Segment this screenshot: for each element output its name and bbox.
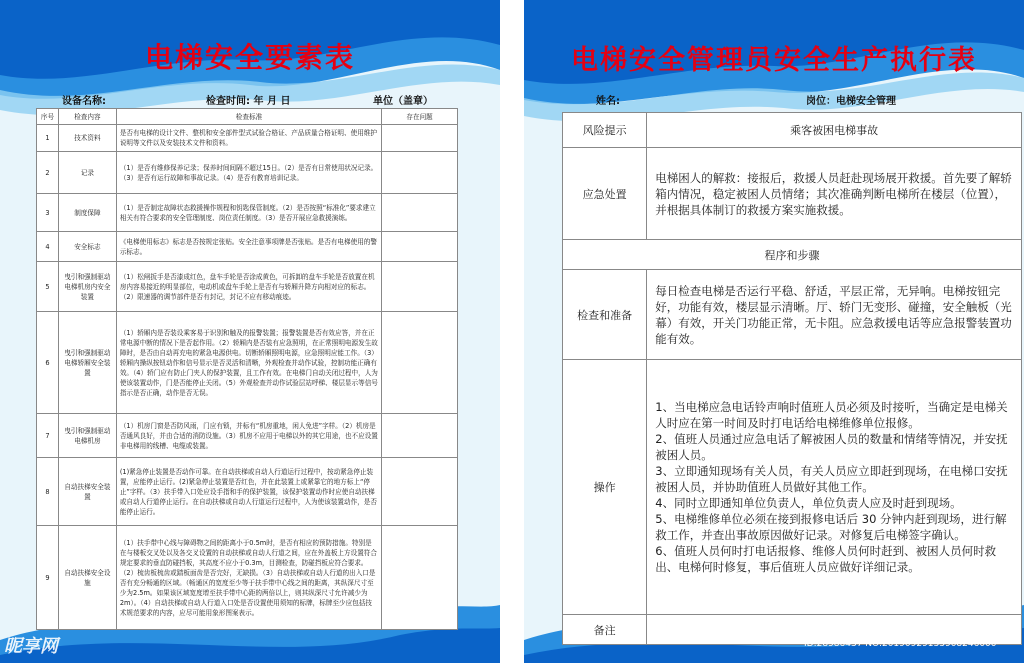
poster-divider xyxy=(500,0,524,663)
row-issues xyxy=(382,414,458,458)
row-issues xyxy=(382,152,458,194)
row-standard: （1）是否制定故障状态救援操作规程和钥匙保管制度。（2）是否按照“标准化”要求建立相关有符合要求的安全管理制度、岗位责任制度。（3）是否开展应急救援演练。 xyxy=(116,194,381,232)
procedure-heading: 程序和步骤 xyxy=(563,240,1022,270)
row-no: 5 xyxy=(37,262,59,312)
risk-value: 乘客被困电梯事故 xyxy=(647,113,1022,148)
table-row xyxy=(37,194,458,232)
check-text: 每日检查电梯是否运行平稳、舒适，平层正常，无异响。电梯按钮完好，功能有效，楼层显示清晰。厅、轿门无变形、碰撞，安全触板（光幕）有效，开关门功能正常，无卡阻。应急救援电话等应急报警装置功能有效。 xyxy=(647,270,1022,360)
row-item: 记录 xyxy=(58,152,116,194)
row-no: 3 xyxy=(37,194,59,232)
operation-text: 1、当电梯应急电话铃声响时值班人员必须及时接听，当确定是电梯关人时应在第一时间及时打电话给电梯维修单位报修。 2、值班人员通过应急电话了解被困人员的数量和情绪等情况，并安抚被困人员。 3、立即通知现场有关人员，有关人员应立即赶到现场，在电梯口安抚被困人员，并协助值班人员做好其他工作。 4、同时立即通知单位负责人，单位负责人应及时赶到现场。 5、电梯维修单位必须在接到报修电话后 30 分钟内赶到现场，进行解救工作，并查出事故原因做好记录。对修复后电梯签字确认。 6、值班人员何时打电话报修、维修人员何时赶到、被困人员何时救出、电梯何时修复，事后值班人员应做好详细记录。 xyxy=(647,360,1022,615)
row-issues xyxy=(382,526,458,630)
execution-table xyxy=(562,112,1022,645)
row-standard: （1）轿厢内是否装设乘客易于识别和触及的报警装置；报警装置是否有效应答，并在正常电源中断的情况下是否起作用。（2）轿厢内是否装有应急照明，在正常照明电源发生故障时，是否由自动再充电的紧急电源供电。切断轿厢照明电源，应急照明应能工作。（3）轿厢内操纵按钮动作和信号显示是否灵活和清晰，外观检查并动作试验，控制功能正确有效。（4）轿门应有防止门夹人的保护装置，且工作有效。在电梯门自动关闭过程中，人为使该装置动作，门是否能停止关闭。（5）外观检查并动作试验层站呼梯、楼层显示等信号指示是否正确，动作是否无误。 xyxy=(116,312,381,414)
row-issues xyxy=(382,312,458,414)
row-standard: (1)紧急停止装置是否动作可靠。在自动扶梯或自动人行道运行过程中，按动紧急停止装置，应能停止运行。(2)紧急停止装置是否红色，并在此装置上或紧靠它的地方标上“停止”字样。（3）扶手带入口处应设手指和手的保护装置，该保护装置动作时应使自动扶梯或自动人行道停止运行。在自动扶梯或自动人行道运行过程中，人为使该装置动作，是否能停止运行。 xyxy=(116,458,381,526)
row-standard: 是否有电梯的设计文件、整机和安全部件型式试验合格证、产品质量合格证明、使用维护说明等文件以及安装技术文件和资料。 xyxy=(116,125,381,152)
row-standard: （1）是否有维修保养记录；保养时间间隔不超过15日。（2）是否有日常使用状况记录。（3）是否有运行故障和事故记录。（4）是否有教育培训记录。 xyxy=(116,152,381,194)
table-row xyxy=(37,526,458,630)
table-header-row xyxy=(37,109,458,125)
watermark-id: ID:28986437 NO:20190929133908246000 xyxy=(804,639,997,649)
emergency-label: 应急处置 xyxy=(563,148,647,240)
table-row xyxy=(37,262,458,312)
table-row xyxy=(563,148,1022,240)
remark-label: 备注 xyxy=(563,615,647,645)
row-standard: （1）松闸扳手是否漆成红色，盘车手轮是否涂成黄色，可拆卸的盘车手轮是否放置在机房内容易接近的明显部位，电动机或盘车手轮上是否有与轿厢升降方向相对应的标志。（2）限速器的调节部件是否有封记，封记不应有移动痕迹。 xyxy=(116,262,381,312)
table-row xyxy=(563,270,1022,360)
row-issues xyxy=(382,458,458,526)
post-label: 岗位：电梯安全管理 xyxy=(806,96,896,107)
row-standard: （1）机房门窗是否防风雨，门应有锁，并标有“机房重地，闲人免进”字样。（2）机房是否通风良好，并由合适的消防设施。（3）机房不应用于电梯以外的其它用途，也不应设置非电梯用的线槽、电缆或装置。 xyxy=(116,414,381,458)
table-row xyxy=(37,312,458,414)
row-no: 8 xyxy=(37,458,59,526)
check-time-label: 检查时间: 年 月 日 xyxy=(206,96,291,107)
left-poster xyxy=(0,0,500,663)
table-row xyxy=(37,152,458,194)
check-label: 检查和准备 xyxy=(563,270,647,360)
right-poster xyxy=(524,0,1024,663)
row-no: 4 xyxy=(37,232,59,262)
table-row xyxy=(563,113,1022,148)
watermark-logo: 昵享网 xyxy=(4,636,58,657)
row-item: 制度保障 xyxy=(58,194,116,232)
row-standard: 《电梯使用标志》标志是否按规定张贴。安全注意事项牌是否张贴。是否有电梯使用的警示标志。 xyxy=(116,232,381,262)
row-item: 曳引和强制驱动电梯机房内安全装置 xyxy=(58,262,116,312)
row-issues xyxy=(382,232,458,262)
header-issues: 存在问题 xyxy=(382,109,458,125)
page-title: 电梯安全要素表 xyxy=(144,41,355,74)
row-item: 曳引和强制驱动电梯机房 xyxy=(58,414,116,458)
header-item: 检查内容 xyxy=(58,109,116,125)
row-no: 7 xyxy=(37,414,59,458)
row-item: 自动扶梯安全装置 xyxy=(58,458,116,526)
table-row xyxy=(37,458,458,526)
table-row xyxy=(37,232,458,262)
table-row xyxy=(37,125,458,152)
safety-elements-table xyxy=(36,108,458,630)
risk-label: 风险提示 xyxy=(563,113,647,148)
row-item: 曳引和强制驱动电梯轿厢安全装置 xyxy=(58,312,116,414)
row-no: 9 xyxy=(37,526,59,630)
row-item: 安全标志 xyxy=(58,232,116,262)
row-item: 技术资料 xyxy=(58,125,116,152)
row-no: 2 xyxy=(37,152,59,194)
header-no: 序号 xyxy=(37,109,59,125)
unit-stamp-label: 单位（盖章） xyxy=(373,96,433,107)
page-title: 电梯安全管理员安全生产执行表 xyxy=(571,45,977,76)
row-no: 6 xyxy=(37,312,59,414)
row-item: 自动扶梯安全设施 xyxy=(58,526,116,630)
emergency-text: 电梯困人的解救：接报后，救援人员赶赴现场展开救援。首先要了解轿箱内情况，稳定被困人员情绪；其次准确判断电梯所在楼层（位置），并根据具体制订的救援方案实施救援。 xyxy=(647,148,1022,240)
row-no: 1 xyxy=(37,125,59,152)
row-issues xyxy=(382,194,458,232)
device-name-label: 设备名称: xyxy=(62,96,106,107)
table-row xyxy=(37,414,458,458)
operation-label: 操作 xyxy=(563,360,647,615)
row-issues xyxy=(382,262,458,312)
header-standard: 检查标准 xyxy=(116,109,381,125)
row-standard: （1）扶手带中心线与障碍物之间的距离小于0.5m时，是否有相应的预防措施。特别是在与楼板交叉处以及各交叉设置的自动扶梯或自动人行道之间，应在外盖板上方设置符合规定要求的垂直防碰挡板，其高度不应小于0.3m，目测检查，防碰挡板应符合要求。（2）梳齿板梳齿或踏板面齿是否完好，无缺损。（3）自动扶梯或自动人行道的出入口是否有充分畅通的区域。（畅通区的宽度至少等于扶手带中心线之间的距离，其纵深尺寸至少为2.5m。如果该区域宽度增至扶手带中心距的两倍以上，则其纵深尺寸允许减少为2m）。（4）自动扶梯或自动人行道入口处是否设置使用须知的标牌，标牌至少应包括技术规范要求的内容，应尽可能用象形图案表示。 xyxy=(116,526,381,630)
table-row xyxy=(563,360,1022,615)
name-label: 姓名: xyxy=(596,96,620,107)
row-issues xyxy=(382,125,458,152)
table-row xyxy=(563,240,1022,270)
